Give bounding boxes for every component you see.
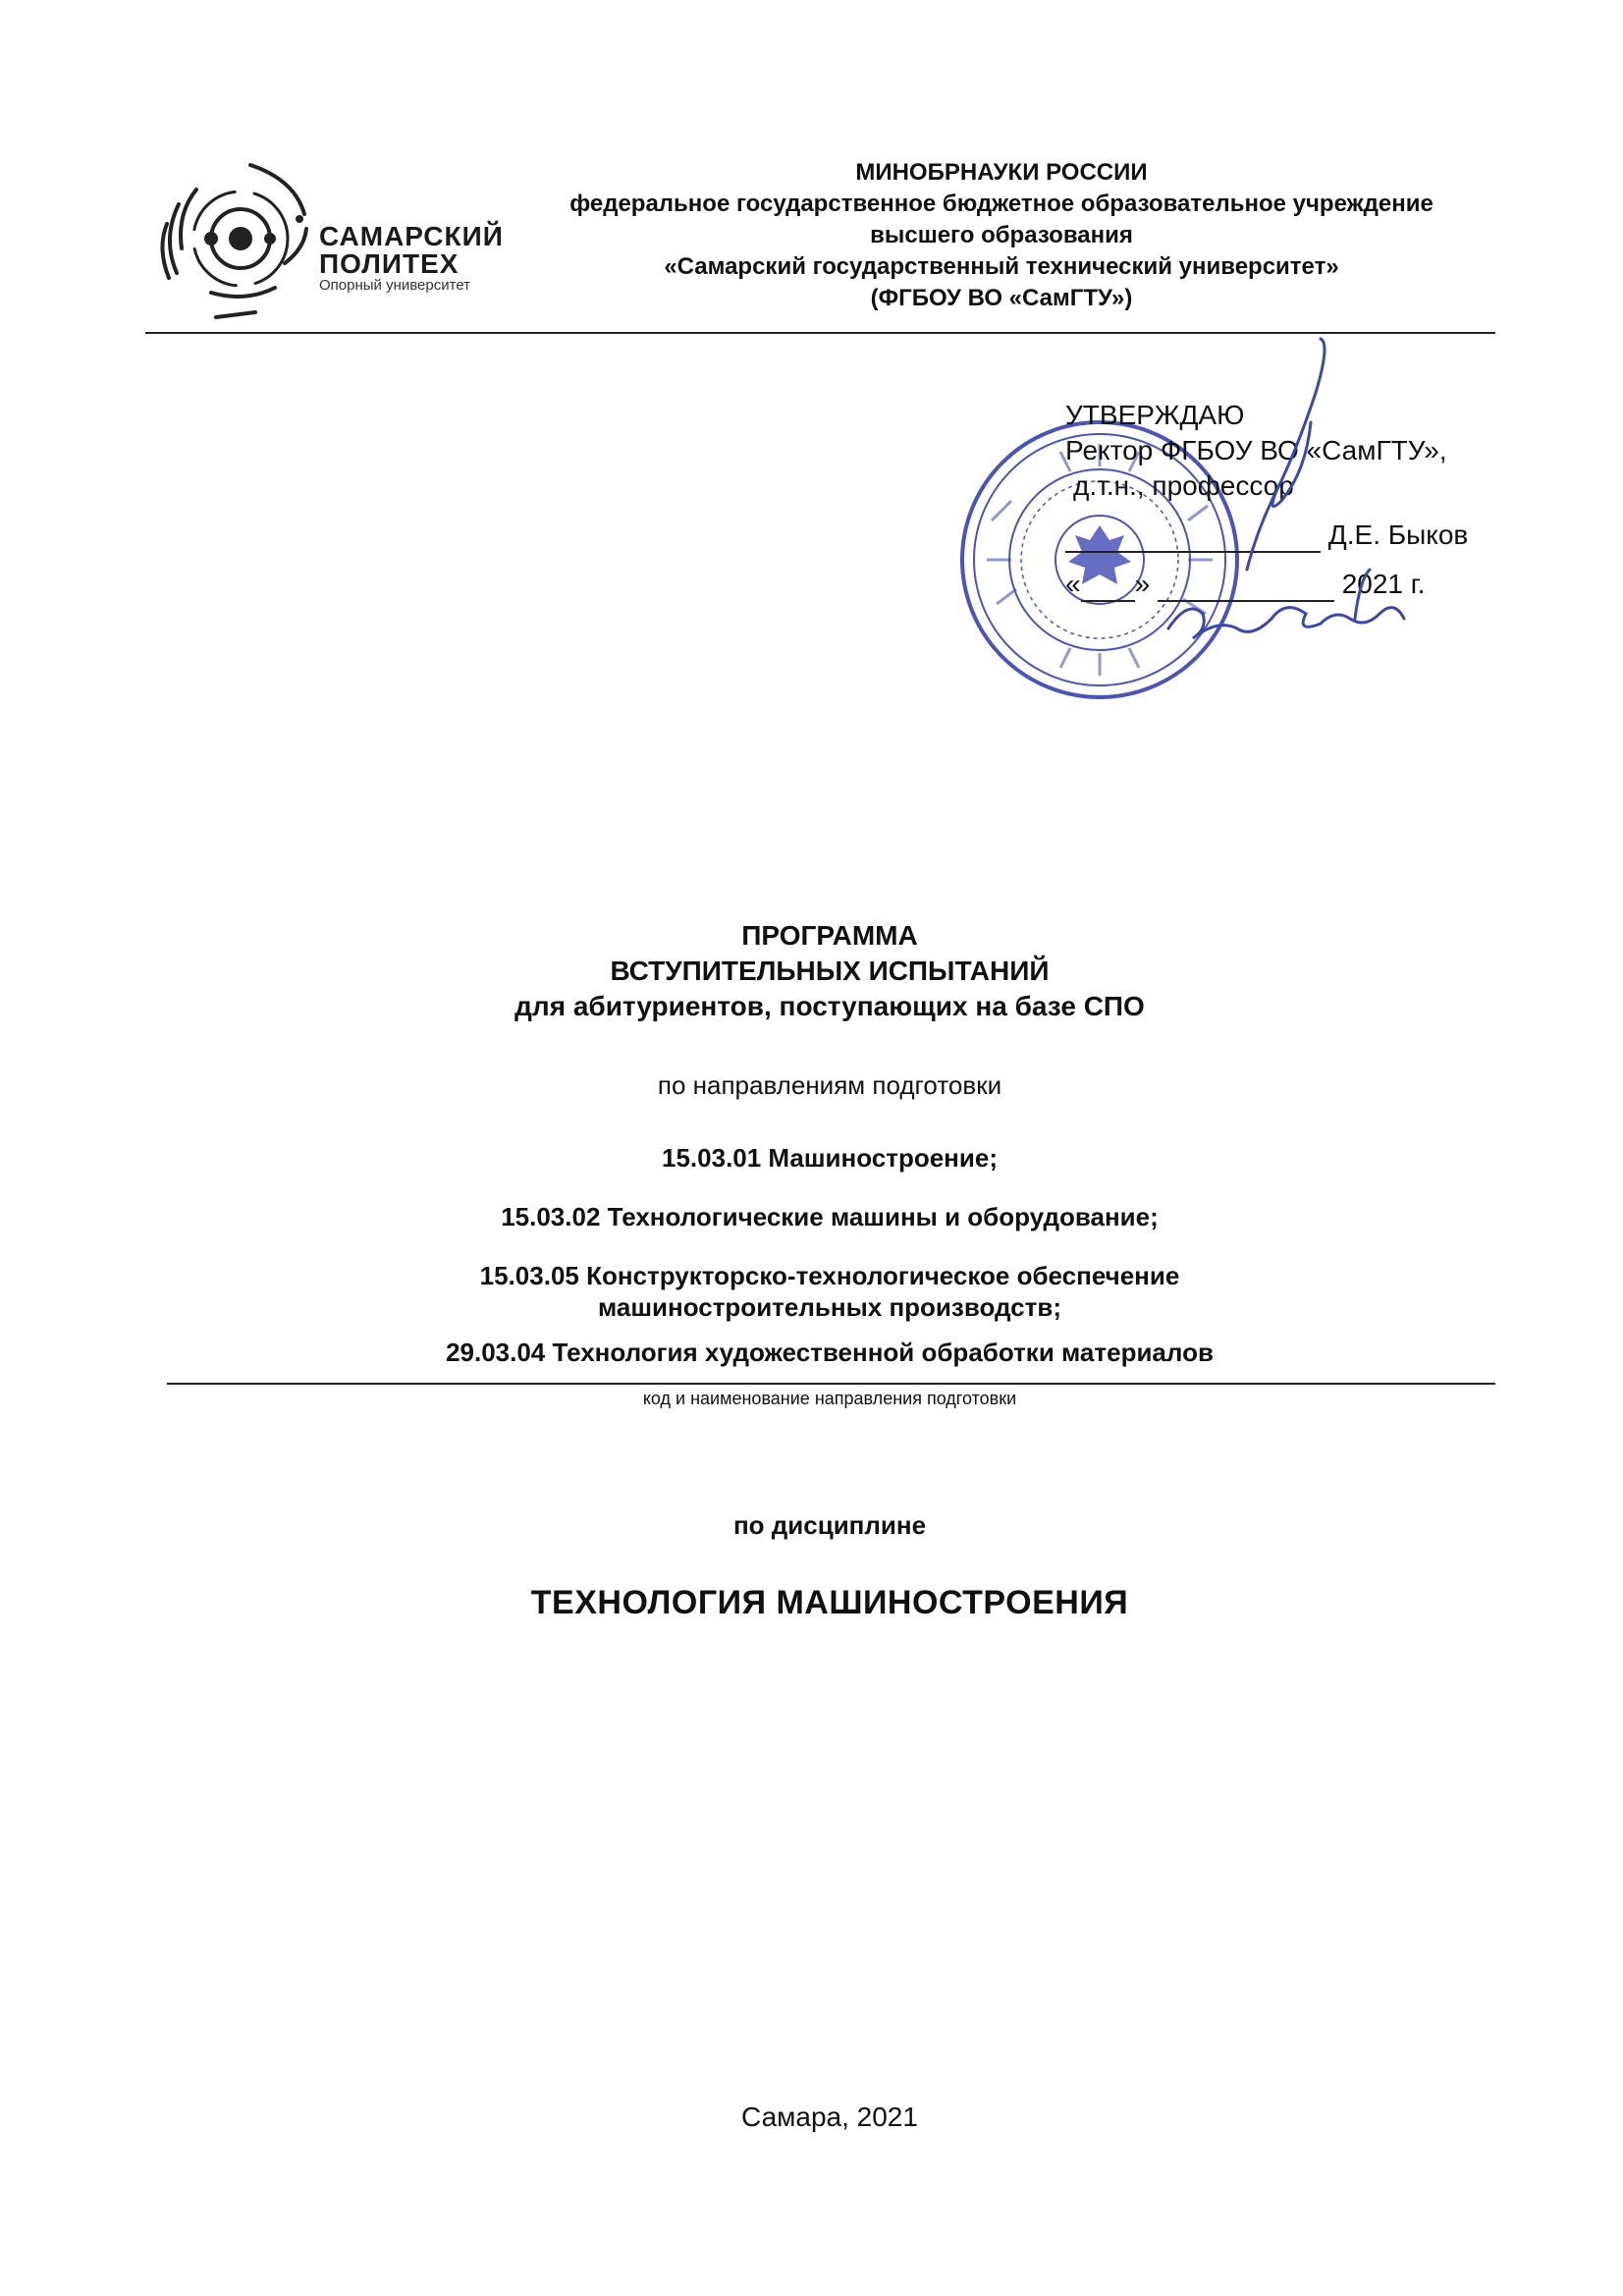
title-line-2: ВСТУПИТЕЛЬНЫХ ИСПЫТАНИЙ [610, 956, 1050, 986]
footer-city-year: Самара, 2021 [741, 2102, 918, 2132]
date-close-quote: » [1134, 569, 1151, 599]
program-title [196, 918, 1463, 1024]
direction-item-1: 15.03.01 Машиностроение; [662, 1143, 998, 1173]
approval-title: УТВЕРЖДАЮ [1065, 400, 1245, 430]
directions-divider [167, 1383, 1495, 1385]
logo-name-line2: ПОЛИТЕХ [319, 248, 460, 279]
direction-item-4: 29.03.04 Технология художественной обработки материалов [446, 1338, 1214, 1367]
signature-icon [1109, 334, 1483, 687]
handwritten-signature [1109, 334, 1483, 687]
date-open-quote: « [1065, 569, 1081, 599]
approval-year: 2021 г. [1341, 569, 1426, 599]
logo-orbit-icon [157, 155, 314, 322]
approval-position: Ректор ФГБОУ ВО «СамГТУ», [1065, 435, 1447, 465]
discipline-label: по дисциплине [732, 1510, 927, 1540]
directions-intro: по направлениям подготовки [657, 1070, 1002, 1100]
header-line-4: «Самарский государственный технический университет» [664, 253, 1339, 280]
ministry-header [511, 157, 1492, 314]
title-line-1: ПРОГРАММА [741, 920, 918, 951]
directions-caption: код и наименование направления подготовки [642, 1389, 1017, 1408]
header-line-2: федеральное государственное бюджетное образовательное учреждение [569, 191, 1434, 217]
header-line-1: МИНОБРНАУКИ РОССИИ [855, 159, 1148, 186]
approval-degree: д.т.н., профессор [1073, 470, 1294, 501]
header-line-3: высшего образования [870, 222, 1133, 248]
logo-subtitle: Опорный университет [319, 277, 471, 294]
title-line-3: для абитуриентов, поступающих на базе СПО [514, 991, 1145, 1021]
approver-name: Д.Е. Быков [1327, 519, 1469, 550]
direction-item-3b: машиностроительных производств; [597, 1292, 1062, 1322]
direction-item-3a: 15.03.05 Конструкторско-технологическое обеспечение [479, 1261, 1180, 1290]
discipline-name: ТЕХНОЛОГИЯ МАШИНОСТРОЕНИЯ [530, 1584, 1129, 1621]
direction-item-2: 15.03.02 Технологические машины и оборудование; [501, 1202, 1159, 1231]
header-line-5: (ФГБОУ ВО «СамГТУ») [870, 285, 1133, 311]
logo-name-line1: САМАРСКИЙ [319, 221, 504, 251]
university-logo [157, 155, 511, 322]
